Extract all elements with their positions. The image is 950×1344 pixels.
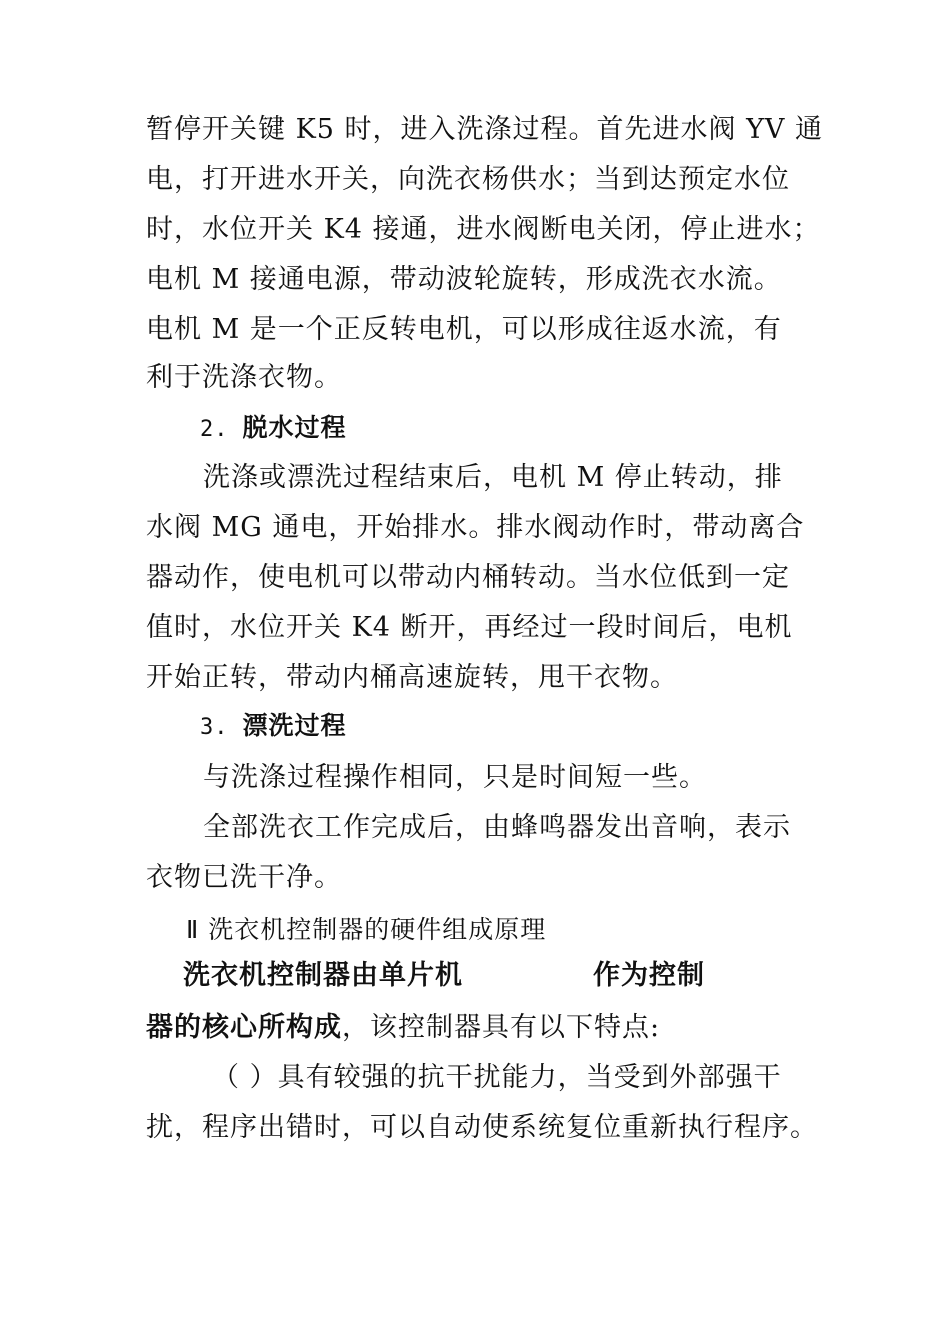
controller-text-a: 洗衣机控制器由单片机 <box>183 960 463 991</box>
paragraph-line: 电机 M 接通电源，带动波轮旋转，形成洗衣水流。 <box>146 264 782 295</box>
paragraph-line: 时，水位开关 K4 接通，进水阀断电关闭，停止进水； <box>146 214 821 245</box>
section-title: Ⅱ 洗衣机控制器的硬件组成原理 <box>186 915 547 944</box>
paragraph-line: 值时，水位开关 K4 断开，再经过一段时间后，电机 <box>146 612 793 643</box>
paragraph-line: 暂停开关键 K5 时，进入洗涤过程。首先进水阀 YV 通 <box>146 114 824 145</box>
paragraph-line: 水阀 MG 通电，开始排水。排水阀动作时，带动离合 <box>146 512 805 543</box>
feature-line: （ ）具有较强的抗干扰能力，当受到外部强干 <box>212 1062 782 1093</box>
paragraph-line: 全部洗衣工作完成后，由蜂鸣器发出音响，表示 <box>203 812 791 843</box>
paragraph-line: 洗涤或漂洗过程结束后，电机 M 停止转动，排 <box>203 462 783 493</box>
paragraph-line: 电机 M 是一个正反转电机，可以形成往返水流，有 <box>146 314 782 345</box>
subheading-number: 3. <box>200 715 229 740</box>
subheading-title: 漂洗过程 <box>242 711 347 740</box>
feature-line: 扰，程序出错时，可以自动使系统复位重新执行程序。 <box>146 1112 818 1143</box>
subheading-number: 2. <box>200 417 229 442</box>
paragraph-line: 电，打开进水开关，向洗衣杨供水；当到达预定水位 <box>146 164 790 195</box>
controller-bold-text: 器的核心所构成 <box>146 1012 342 1043</box>
controller-rest-text: ，该控制器具有以下特点: <box>342 1012 661 1043</box>
controller-line-1 <box>183 956 853 996</box>
paragraph-line: 与洗涤过程操作相同，只是时间短一些。 <box>203 762 707 793</box>
paragraph-line: 衣物已洗干净。 <box>146 862 342 893</box>
subheading-title: 脱水过程 <box>242 413 347 442</box>
controller-text-b: 作为控制 <box>593 960 705 991</box>
subheading-rinse <box>200 706 870 748</box>
paragraph-line: 利于洗涤衣物。 <box>146 362 342 393</box>
controller-line-2 <box>146 1008 816 1048</box>
subheading-spin <box>200 408 870 450</box>
paragraph-line: 开始正转，带动内桶高速旋转，甩干衣物。 <box>146 662 678 693</box>
paragraph-line: 器动作，使电机可以带动内桶转动。当水位低到一定 <box>146 562 790 593</box>
